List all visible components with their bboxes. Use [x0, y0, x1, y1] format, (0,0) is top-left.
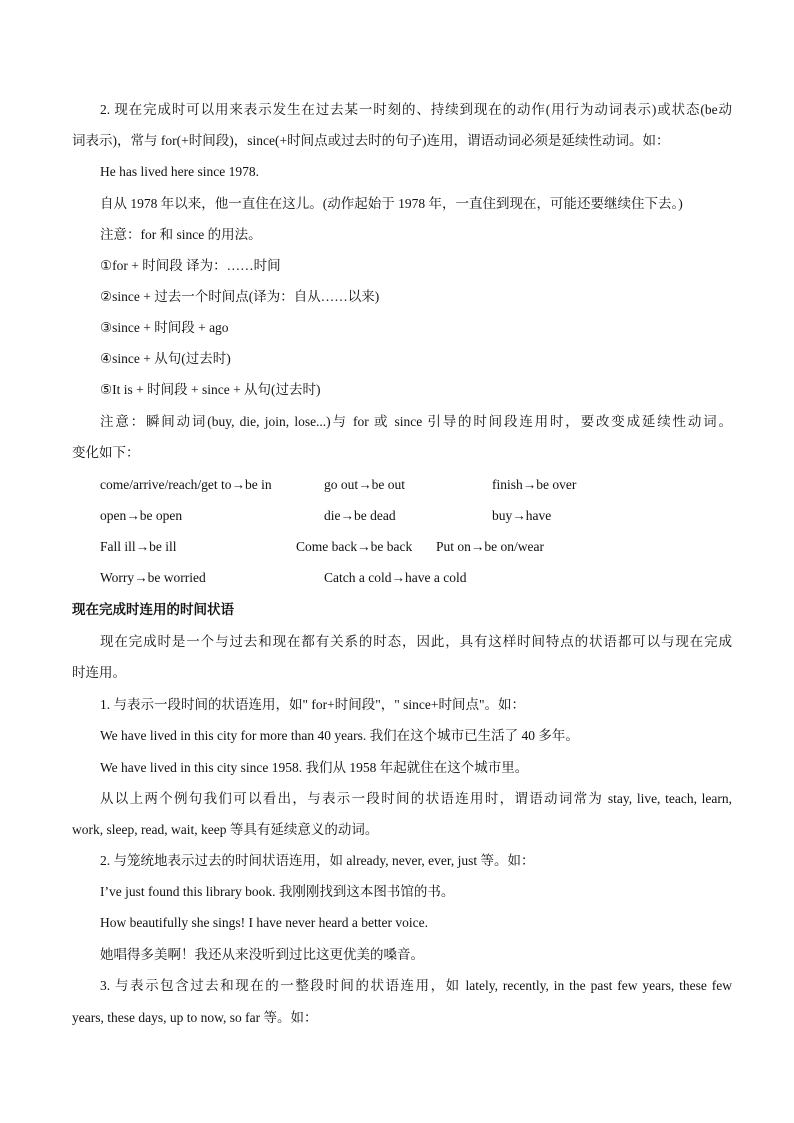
item-2-example-2-chinese: 她唱得多美啊！我还从来没听到过比这更优美的嗓音。	[100, 947, 424, 962]
change-cell: finish→be over	[492, 477, 577, 492]
item-1-example-2: We have lived in this city since 1958. 我们从 1958 年起就住在这个城市里。	[100, 760, 529, 775]
note-2-line-1: 注意：瞬间动词(buy, die, join, lose...)与 for 或 since 引导的时间段连用时，要改变成延续性动词。	[100, 414, 732, 429]
change-cell: buy→have	[492, 508, 552, 523]
note-2-line-2: 变化如下：	[72, 445, 140, 460]
rule-5: ⑤It is + 时间段 + since + 从句(过去时)	[100, 382, 321, 397]
item-3-line-1: 3. 与表示包含过去和现在的一整段时间的状语连用，如 lately, recently, in the past few years, these few	[100, 978, 732, 993]
change-cell: die→be dead	[324, 508, 396, 523]
item-1-example-1: We have lived in this city for more than 40 years. 我们在这个城市已生活了 40 多年。	[100, 728, 579, 743]
intro-line-1: 现在完成时是一个与过去和现在都有关系的时态，因此，具有这样时间特点的状语都可以与现在完成	[100, 634, 732, 649]
example-1-chinese: 自从 1978 年以来，他一直住在这儿。(动作起始于 1978 年，一直住到现在，可能还要继续住下去。)	[100, 196, 683, 211]
change-cell: go out→be out	[324, 477, 405, 492]
note-for-since: 注意：for 和 since 的用法。	[100, 227, 262, 242]
item-2: 2. 与笼统地表示过去的时间状语连用，如 already, never, ever, just 等。如：	[100, 853, 535, 868]
change-cell: Fall ill→be ill	[100, 539, 177, 554]
rule-1: ①for + 时间段 译为：……时间	[100, 258, 281, 273]
section-heading: 现在完成时连用的时间状语	[72, 602, 234, 618]
rule-2: ②since + 过去一个时间点(译为：自从……以来)	[100, 289, 380, 304]
paragraph-2-line-2: 词表示)，常与 for(+时间段)，since(+时间点或过去时的句子)连用，谓语动词必须是延续性动词。如：	[72, 133, 670, 148]
rule-4: ④since + 从句(过去时)	[100, 351, 231, 366]
change-cell: come/arrive/reach/get to→be in	[100, 477, 272, 492]
rule-3: ③since + 时间段 + ago	[100, 320, 229, 335]
item-2-example-2-english: How beautifully she sings! I have never heard a better voice.	[100, 915, 429, 930]
item-1: 1. 与表示一段时间的状语连用，如" for+时间段"，" since+时间点"。如：	[100, 697, 525, 712]
change-cell: Catch a cold→have a cold	[324, 570, 467, 585]
change-cell: open→be open	[100, 508, 183, 523]
item-1-note-line-1: 从以上两个例句我们可以看出，与表示一段时间的状语连用时，谓语动词常为 stay, live, teach, learn,	[100, 791, 732, 806]
item-3-line-2: years, these days, up to now, so far 等。如：	[72, 1010, 318, 1025]
example-1-english: He has lived here since 1978.	[100, 164, 259, 179]
paragraph-2-line-1: 2. 现在完成时可以用来表示发生在过去某一时刻的、持续到现在的动作(用行为动词表示)或状态(be动	[100, 102, 732, 117]
item-1-note-line-2: work, sleep, read, wait, keep 等具有延续意义的动词。	[72, 822, 379, 837]
change-cell: Put on→be on/wear	[436, 539, 544, 554]
intro-line-2: 时连用。	[72, 665, 126, 680]
change-cell: Come back→be back	[296, 539, 413, 554]
change-cell: Worry→be worried	[100, 570, 206, 585]
item-2-example-1: I’ve just found this library book. 我刚刚找到这本图书馆的书。	[100, 884, 455, 899]
